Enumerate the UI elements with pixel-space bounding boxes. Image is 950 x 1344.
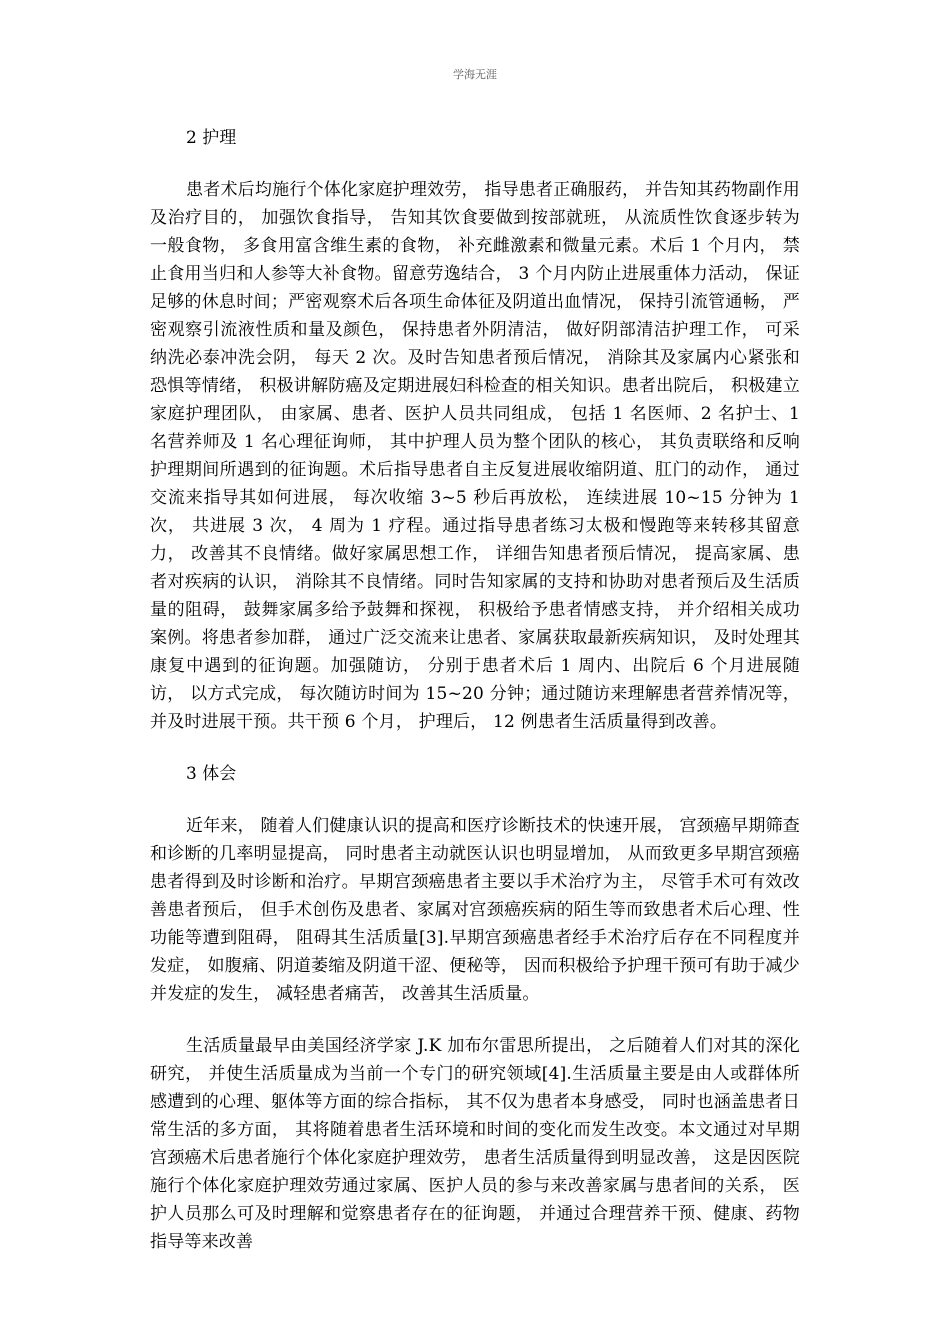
section-heading-experience: 3 体会 [186,764,237,784]
section-heading-nursing: 2 护理 [186,128,237,148]
page-header: 学海无涯 [453,68,497,81]
experience-paragraph-1: 近年来， 随着人们健康认识的提高和医疗诊断技术的快速开展， 宫颈癌早期筛查和诊断的几率明显提高， 同时患者主动就医认识也明显增加， 从而致更多早期宫颈癌患者得到及时诊断和治疗。早期宫颈癌患者主要以手术治疗为主， 尽管手术可有效改善患者预后， 但手术创伤及患者、家属对宫颈癌疾病的陌生等而致患者术后心理、性功能等遭到阻碍， 阻碍其生活质量[3].早期宫颈癌患者经手术治疗后存在不同程度并发症， 如腹痛、阴道萎缩及阴道干涩、便秘等， 因而积极给予护理干预可有助于减少并发症的发生， 减轻患者痛苦， 改善其生活质量。 [150,816,800,1004]
document-body [150,124,800,1280]
experience-paragraph-2: 生活质量最早由美国经济学家 J.K 加布尔雷思所提出， 之后随着人们对其的深化研究， 并使生活质量成为当前一个专门的研究领域[4].生活质量主要是由人或群体所感遭到的心理、躯体等方面的综合指标， 其不仅为患者本身感受， 同时也涵盖患者日常生活的多方面， 其将随着患者生活环境和时间的变化而发生改变。本文通过对早期宫颈癌术后患者施行个体化家庭护理效劳， 患者生活质量得到明显改善， 这是因医院施行个体化家庭护理效劳通过家属、医护人员的参与来改善家属与患者间的关系， 医护人员那么可及时理解和觉察患者存在的征询题， 并通过合理营养干预、健康、药物指导等来改善 [150,1036,800,1252]
nursing-paragraph: 患者术后均施行个体化家庭护理效劳， 指导患者正确服药， 并告知其药物副作用及治疗目的， 加强饮食指导， 告知其饮食要做到按部就班， 从流质性饮食逐步转为一般食物， 多食用富含维生素的食物， 补充雌激素和微量元素。术后 1 个月内， 禁止食用当归和人参等大补食物。留意劳逸结合， 3 个月内防止进展重体力活动， 保证足够的休息时间；严密观察术后各项生命体征及阴道出血情况， 保持引流管通畅， 严密观察引流液性质和量及颜色， 保持患者外阴清洁， 做好阴部清洁护理工作， 可采纳洗必泰冲洗会阴， 每天 2 次。及时告知患者预后情况， 消除其及家属内心紧张和恐惧等情绪， 积极讲解防癌及定期进展妇科检查的相关知识。患者出院后， 积极建立家庭护理团队， 由家属、患者、医护人员共同组成， 包括 1 名医师、2 名护士、1 名营养师及 1 名心理征询师， 其中护理人员为整个团队的核心， 其负责联络和反响护理期间所遇到的征询题。术后指导患者自主反复进展收缩阴道、肛门的动作， 通过交流来指导其如何进展， 每次收缩 3~5 秒后再放松， 连续进展 10~15 分钟为 1 次， 共进展 3 次， 4 周为 1 疗程。通过指导患者练习太极和慢跑等来转移其留意力， 改善其不良情绪。做好家属思想工作， 详细告知患者预后情况， 提高家属、患者对疾病的认识， 消除其不良情绪。同时告知家属的支持和协助对患者预后及生活质量的阻碍， 鼓舞家属多给予鼓舞和探视， 积极给予患者情感支持， 并介绍相关成功案例。将患者参加群， 通过广泛交流来让患者、家属获取最新疾病知识， 及时处理其康复中遇到的征询题。加强随访， 分别于患者术后 1 周内、出院后 6 个月进展随访， 以方式完成， 每次随访时间为 15~20 分钟；通过随访来理解患者营养情况等， 并及时进展干预。共干预 6 个月， 护理后， 12 例患者生活质量得到改善。 [150,180,800,732]
